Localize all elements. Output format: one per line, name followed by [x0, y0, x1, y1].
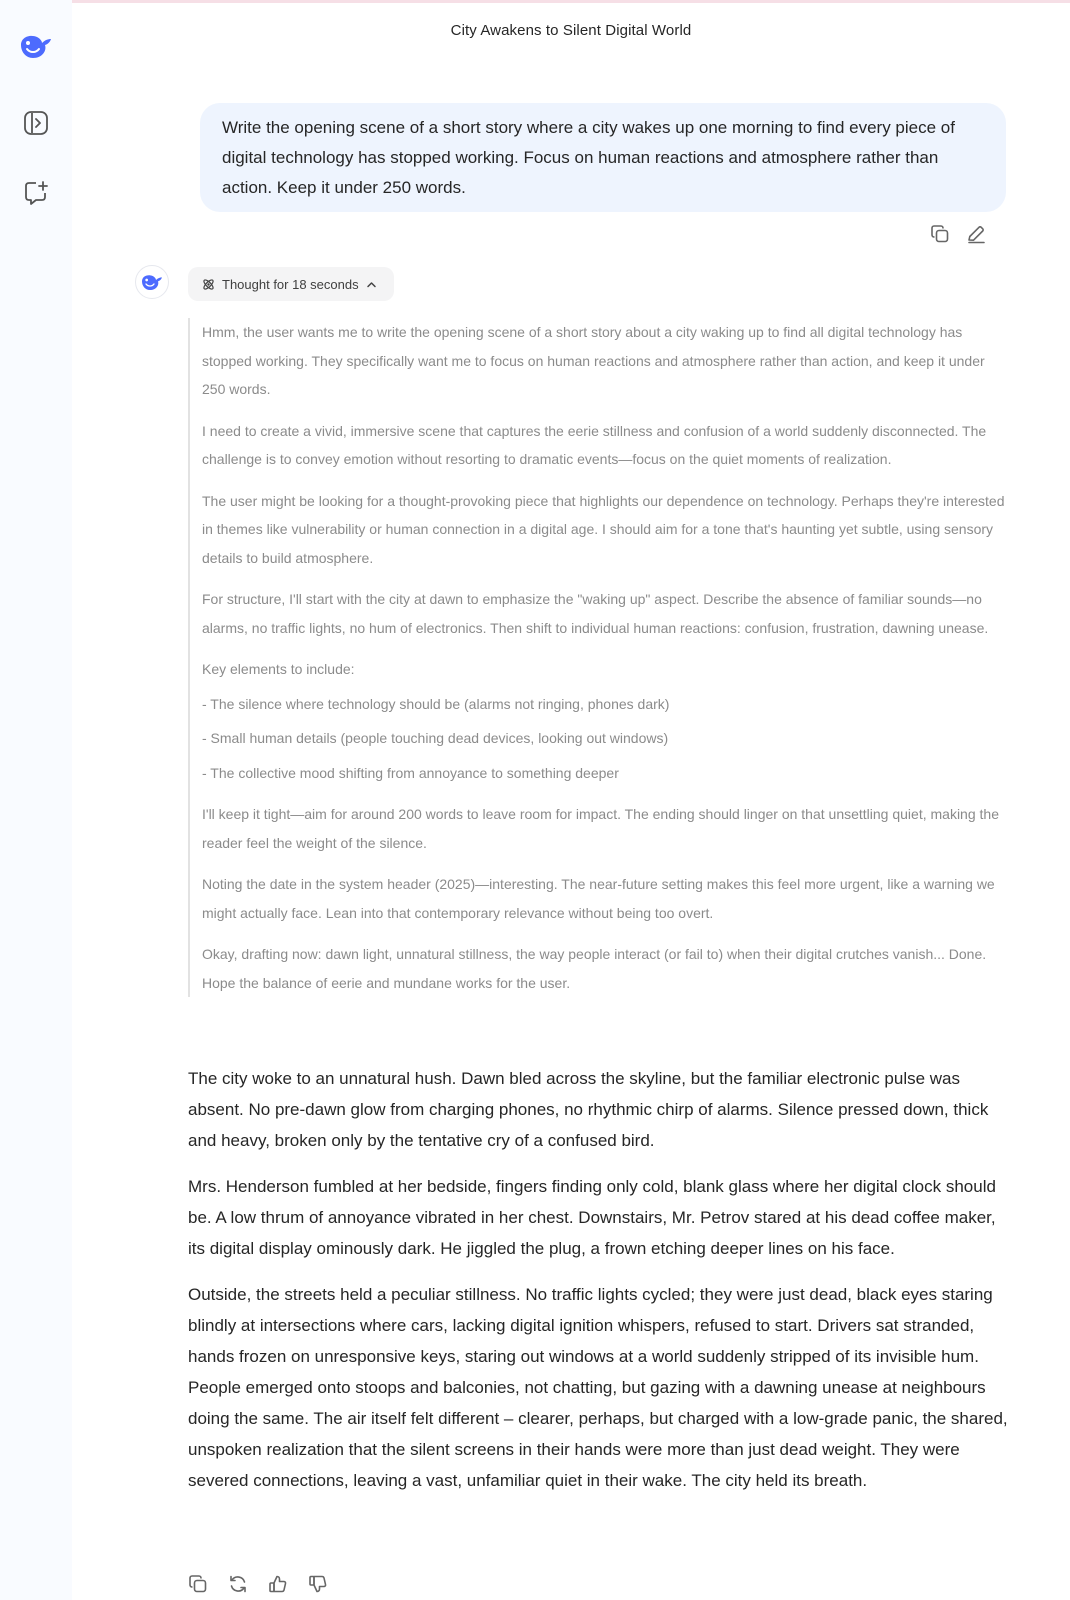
thinking-block — [188, 318, 1008, 997]
thinking-paragraph: The user might be looking for a thought-provoking piece that highlights our dependence on technology. Perhaps they're interested in themes like vulnerability or human connection in a digital age. I should aim for a tone that's haunting yet subtle, using sensory details to build atmosphere. — [202, 492, 1005, 566]
sidebar — [0, 0, 72, 1600]
user-message-actions — [928, 222, 988, 246]
answer-paragraph: Mrs. Henderson fumbled at her bedside, fingers finding only cold, blank glass where her digital clock should be. A low thrum of annoyance vibrated in her chest. Downstairs, Mr. Petrov stared at his dead coffee maker, its digital display ominously dark. He jiggled the plug, a frown etching deeper lines on his face. — [188, 1177, 996, 1258]
thumbs-down-icon[interactable] — [306, 1572, 330, 1596]
thinking-paragraph: Key elements to include: — [202, 661, 355, 677]
edit-icon[interactable] — [964, 222, 988, 246]
thought-label: Thought for 18 seconds — [222, 276, 359, 292]
thumbs-up-icon[interactable] — [266, 1572, 290, 1596]
whale-avatar-icon — [140, 272, 164, 292]
thinking-list-item: - The silence where technology should be (alarms not ringing, phones dark) — [202, 695, 670, 712]
new-chat-icon[interactable] — [18, 175, 54, 211]
thinking-paragraph: I'll keep it tight—aim for around 200 words to leave room for impact. The ending should linger on that unsettling quiet, making the reader feel the weight of the silence. — [202, 806, 999, 851]
user-message-bubble: Write the opening scene of a short story where a city wakes up one morning to find every piece of digital technology has stopped working. Focus on human reactions and atmosphere rather than action. Keep it under 250 words. — [200, 103, 1006, 212]
thinking-list-item: - Small human details (people touching dead devices, looking out windows) — [202, 730, 669, 746]
answer-paragraph: Outside, the streets held a peculiar stillness. No traffic lights cycled; they were just dead, black eyes staring blindly at intersections where cars, lacking digital ignition whispers, refused to start. Drivers sat stranded, hands frozen on unresponsive keys, staring out windows at a world suddenly stripped of its invisible hum. People emerged onto stoops and balconies, not chatting, but gazing with a dawning unease at neighbours doing the same. The air itself felt different – clearer, perhaps, but charged with a low-grade panic, the shared, unspoken realization that the silent screens in their hands were more than just dead weight. They were severed connections, leaving a vast, unfamiliar quiet in their wake. The city held its breath. — [188, 1285, 1008, 1490]
sidebar-toggle-icon[interactable] — [18, 105, 54, 141]
thinking-paragraph: I need to create a vivid, immersive scene that captures the eerie stillness and confusion of a world suddenly disconnected. The challenge is to convey emotion without resorting to dramatic events—focus on the quiet moments of realization. — [202, 422, 987, 467]
thinking-paragraph: Noting the date in the system header (2025)—interesting. The near-future setting makes this feel more urgent, like a warning we might actually face. Lean into that contemporary relevance without being too overt. — [202, 876, 995, 921]
thinking-paragraph: Hmm, the user wants me to write the opening scene of a short story about a city waking up to find all digital technology has stopped working. They specifically want me to focus on human reactions and atmosphere rather than action, and keep it under 250 words. — [202, 324, 985, 397]
chevron-up-icon — [366, 279, 377, 290]
assistant-message-actions — [186, 1572, 330, 1596]
whale-logo-icon[interactable] — [18, 28, 54, 64]
top-accent-line — [0, 0, 1070, 3]
thinking-list-item: - The collective mood shifting from annoyance to something deeper — [202, 764, 619, 781]
assistant-avatar — [135, 265, 169, 299]
assistant-answer — [188, 1063, 1008, 1496]
regenerate-icon[interactable] — [226, 1572, 250, 1596]
thinking-paragraph: For structure, I'll start with the city at dawn to emphasize the "waking up" aspect. Describe the absence of familiar sounds—no alarms, no traffic lights, no hum of electronics. Then shift to individual human reactions: confusion, frustration, dawning unease. — [202, 591, 989, 636]
thinking-paragraph: Okay, drafting now: dawn light, unnatural stillness, the way people interact (or fail to) when their digital crutches vanish... Done. Hope the balance of eerie and mundane works for the user. — [202, 946, 987, 991]
atom-icon — [202, 278, 215, 291]
chat-title: City Awakens to Silent Digital World — [450, 22, 692, 39]
copy-icon[interactable] — [928, 222, 952, 246]
thought-toggle-button[interactable] — [188, 267, 394, 301]
answer-paragraph: The city woke to an unnatural hush. Dawn bled across the skyline, but the familiar electronic pulse was absent. No pre-dawn glow from charging phones, no rhythmic chirp of alarms. Silence pressed down, thick and heavy, broken only by the tentative cry of a confused bird. — [188, 1069, 989, 1150]
copy-icon[interactable] — [186, 1572, 210, 1596]
